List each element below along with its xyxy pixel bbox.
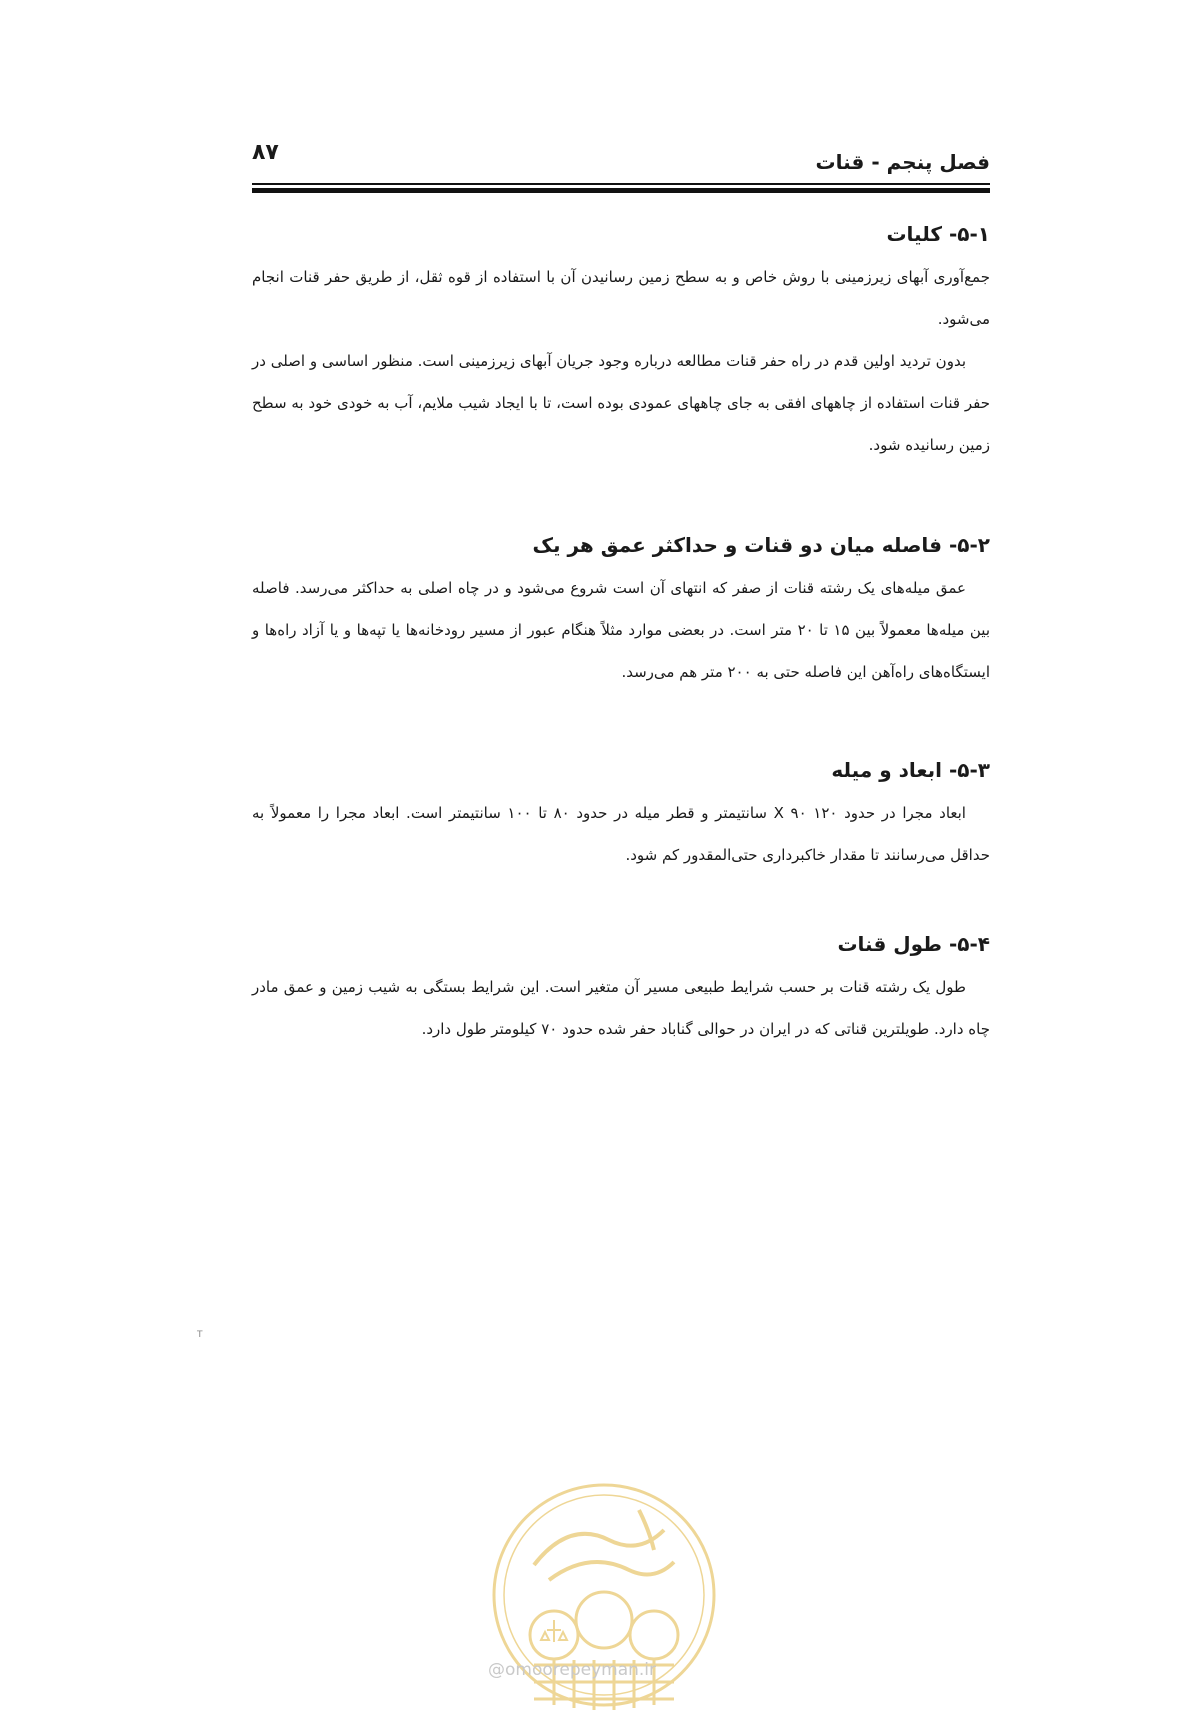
- header-rule-thick: [252, 188, 990, 193]
- section-length: [252, 932, 990, 1050]
- watermark-logo: [479, 1470, 729, 1720]
- page-number: ۸۷: [252, 140, 279, 165]
- section-heading: ۵-۱- کلیات: [886, 222, 990, 246]
- paragraph: جمع‌آوری آبهای زیرزمینی با روش خاص و به سطح زمین رسانیدن آن با استفاده از قوه ثقل، از طریق حفر قنات انجام می‌شود.: [252, 268, 990, 328]
- section-heading: ۵-۳- ابعاد و میله: [831, 758, 990, 782]
- paragraph: بدون تردید اولین قدم در راه حفر قنات مطالعه درباره وجود جریان آبهای زیرزمینی است. منظور اساسی و اصلی در حفر قنات استفاده از چاههای افقی به جای چاههای عمودی بوده است، تا با ایجاد شیب ملایم، آب به خودی خود به سطح زمین رسانیده شود.: [252, 352, 990, 454]
- header-rule-thin: [252, 183, 990, 185]
- watermark-url: @omoorepeyman.ir: [488, 1660, 657, 1680]
- section-heading: ۵-۴- طول قنات: [837, 932, 990, 956]
- paragraph: عمق میله‌های یک رشته قنات از صفر که انتهای آن است شروع می‌شود و در چاه اصلی به حداکثر می‌رسد. فاصله بین میله‌ها معمولاً بین ۱۵ تا ۲۰ متر است. در بعضی موارد مثلاً هنگام عبور از مسیر رودخانه‌ها یا تپه‌ها و یا آزاد راه‌ها و ایستگاه‌های راه‌آهن این فاصله حتی به ۲۰۰ متر هم می‌رسد.: [252, 579, 991, 681]
- chapter-title: فصل پنجم - قنات: [815, 150, 990, 174]
- section-well-spacing: [252, 533, 990, 693]
- section-heading: ۵-۲- فاصله میان دو قنات و حداکثر عمق هر یک: [532, 533, 990, 557]
- stray-mark: T: [197, 1330, 203, 1340]
- section-general: [252, 222, 990, 466]
- paragraph: ابعاد مجرا در حدود ۱۲۰ X ۹۰ سانتیمتر و قطر میله در حدود ۸۰ تا ۱۰۰ سانتیمتر است. ابعاد مجرا را معمولاً به حداقل می‌رسانند تا مقدار خاکبرداری حتی‌المقدور کم شود.: [252, 804, 990, 864]
- section-dimensions: [252, 758, 990, 876]
- paragraph: طول یک رشته قنات بر حسب شرایط طبیعی مسیر آن متغیر است. این شرایط بستگی به شیب زمین و عمق مادر چاه دارد. طویلترین قناتی که در ایران در حوالی گناباد حفر شده حدود ۷۰ کیلومتر طول دارد.: [252, 978, 990, 1038]
